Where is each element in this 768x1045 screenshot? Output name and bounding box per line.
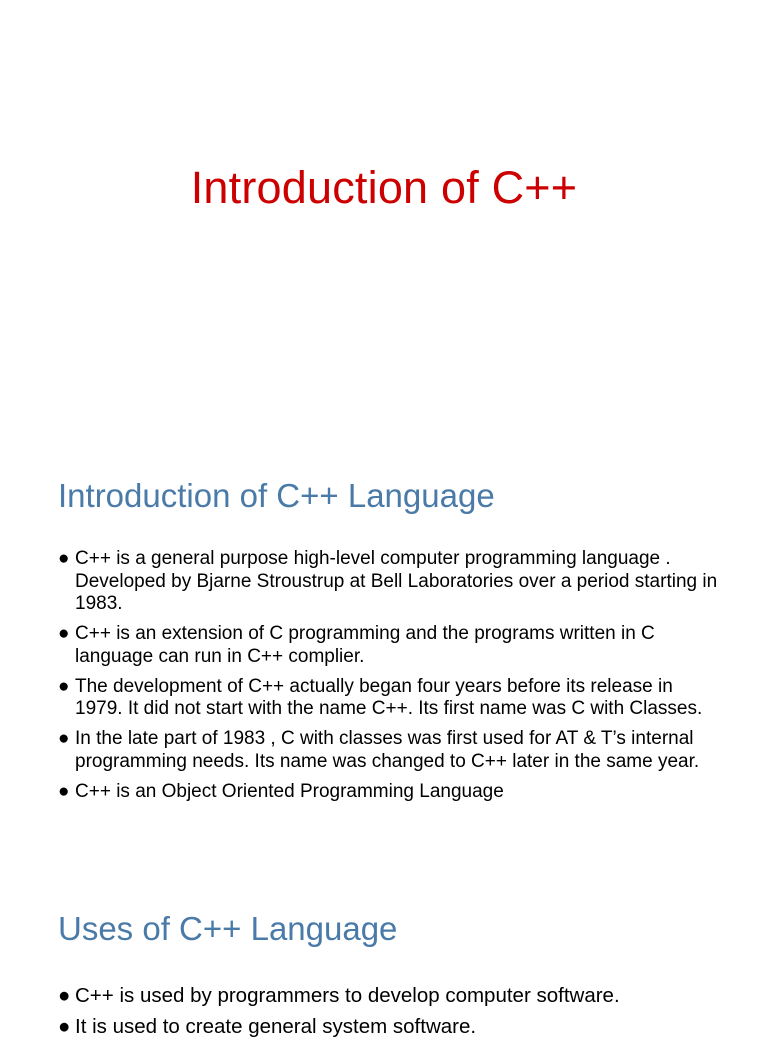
section-heading-uses: Uses of C++ Language — [58, 910, 398, 947]
bullet-icon: ● — [58, 1015, 71, 1038]
bullet-icon: ● — [58, 984, 71, 1007]
bullet-item — [58, 728, 718, 773]
bullet-item — [58, 676, 718, 721]
bullet-item — [58, 623, 718, 668]
bullet-text: C++ is a general purpose high-level computer programming language . Developed by Bjarne Stroustrup at Bell Laboratories over a period starting in 1983. — [75, 548, 718, 614]
bullet-icon: ● — [58, 728, 70, 749]
bullet-text: C++ is an Object Oriented Programming Language — [75, 780, 504, 802]
bullet-item — [58, 781, 718, 804]
main-title: Introduction of C++ — [190, 162, 578, 213]
bullet-icon: ● — [58, 675, 70, 697]
bullet-item — [58, 1014, 718, 1039]
bullet-text: C++ is an extension of C programming and the programs written in C language can run in C++ complier. — [75, 623, 655, 667]
section-introduction — [58, 476, 718, 811]
section-heading-introduction: Introduction of C++ Language — [58, 477, 495, 514]
bullet-text: In the late part of 1983 , C with classes was first used for AT & T’s internal programming needs. Its name was changed to C++ later in the same year. — [75, 728, 700, 772]
bullet-list-introduction — [58, 548, 718, 803]
bullet-item — [58, 548, 718, 616]
bullet-icon: ● — [58, 623, 70, 644]
bullet-icon: ● — [58, 780, 70, 802]
bullet-icon: ● — [58, 548, 70, 569]
bullet-item — [58, 983, 718, 1008]
title-slide — [0, 162, 768, 214]
bullet-text: It is used to create general system software. — [75, 1015, 477, 1038]
bullet-text: C++ is used by programmers to develop computer software. — [75, 984, 620, 1007]
bullet-text: The development of C++ actually began four years before its release in 1979. It did not start with the name C++. Its first name was C with Classes. — [75, 675, 703, 719]
bullet-list-uses — [58, 983, 718, 1039]
section-uses — [58, 909, 718, 1045]
